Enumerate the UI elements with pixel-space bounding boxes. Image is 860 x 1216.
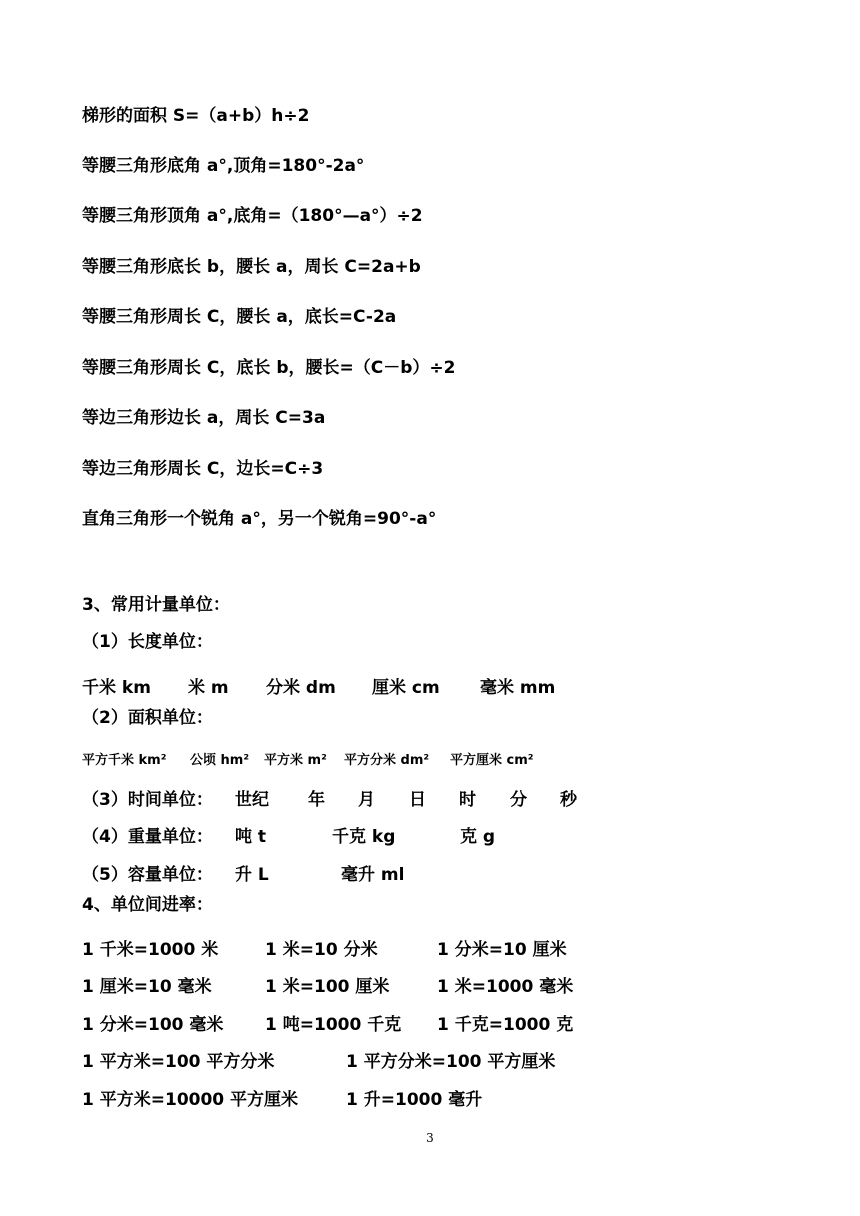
rate-cell: 1 平方米=100 平方分米 — [82, 1052, 275, 1072]
rate-cell: 1 升=1000 毫升 — [346, 1090, 483, 1110]
rate-cell: 1 千克=1000 克 — [437, 1015, 574, 1035]
length-unit: 分米 dm — [266, 678, 336, 698]
section3-title: 3、常用计量单位： — [82, 595, 230, 615]
time-unit: 日 — [409, 790, 426, 810]
formula-isosceles-perimeter: 等腰三角形底长 b，腰长 a，周长 C=2a+b — [82, 257, 421, 277]
rate-cell: 1 吨=1000 千克 — [265, 1015, 402, 1035]
time-title: （3）时间单位： — [82, 790, 213, 810]
area-title: （2）面积单位： — [82, 708, 213, 728]
capacity-unit: 毫升 ml — [341, 865, 405, 885]
formula-isosceles-base-angle: 等腰三角形顶角 a°,底角=（180°—a°）÷2 — [82, 206, 423, 226]
length-unit: 千米 km — [82, 678, 151, 698]
page-number: 3 — [426, 1131, 434, 1145]
section4-title: 4、单位间进率： — [82, 895, 213, 915]
rate-cell: 1 平方分米=100 平方厘米 — [346, 1052, 556, 1072]
time-unit: 月 — [358, 790, 375, 810]
length-unit: 毫米 mm — [480, 678, 556, 698]
length-unit: 米 m — [188, 678, 229, 698]
rate-cell: 1 米=10 分米 — [265, 940, 378, 960]
capacity-unit: 升 L — [235, 865, 269, 885]
rate-cell: 1 平方米=10000 平方厘米 — [82, 1090, 299, 1110]
formula-trapezoid-area: 梯形的面积 S=（a+b）h÷2 — [82, 106, 310, 126]
weight-title: （4）重量单位： — [82, 827, 213, 847]
time-unit: 时 — [459, 790, 476, 810]
area-unit: 平方千米 km² — [82, 753, 167, 768]
formula-isosceles-base: 等腰三角形周长 C，腰长 a，底长=C-2a — [82, 307, 397, 327]
weight-unit: 千克 kg — [332, 827, 396, 847]
time-unit: 秒 — [560, 790, 577, 810]
weight-unit: 吨 t — [235, 827, 267, 847]
rate-cell: 1 米=100 厘米 — [265, 977, 390, 997]
weight-unit: 克 g — [460, 827, 496, 847]
formula-equilateral-side: 等边三角形周长 C，边长=C÷3 — [82, 459, 324, 479]
length-title: （1）长度单位： — [82, 632, 213, 652]
time-unit: 分 — [510, 790, 527, 810]
rate-cell: 1 厘米=10 毫米 — [82, 977, 212, 997]
formula-right-triangle: 直角三角形一个锐角 a°，另一个锐角=90°-a° — [82, 509, 437, 529]
rate-cell: 1 千米=1000 米 — [82, 940, 219, 960]
formula-equilateral-perimeter: 等边三角形边长 a，周长 C=3a — [82, 408, 326, 428]
rate-cell: 1 米=1000 毫米 — [437, 977, 574, 997]
area-unit: 平方米 m² — [264, 753, 327, 768]
time-unit: 世纪 — [235, 790, 269, 810]
rate-cell: 1 分米=100 毫米 — [82, 1015, 224, 1035]
length-unit: 厘米 cm — [372, 678, 440, 698]
formula-isosceles-leg: 等腰三角形周长 C，底长 b，腰长=（C－b）÷2 — [82, 358, 456, 378]
rate-cell: 1 分米=10 厘米 — [437, 940, 567, 960]
area-unit: 平方厘米 cm² — [450, 753, 534, 768]
area-unit: 平方分米 dm² — [344, 753, 430, 768]
area-unit: 公顷 hm² — [190, 753, 250, 768]
formula-isosceles-apex: 等腰三角形底角 a°,顶角=180°-2a° — [82, 156, 365, 176]
capacity-title: （5）容量单位： — [82, 865, 213, 885]
time-unit: 年 — [308, 790, 325, 810]
